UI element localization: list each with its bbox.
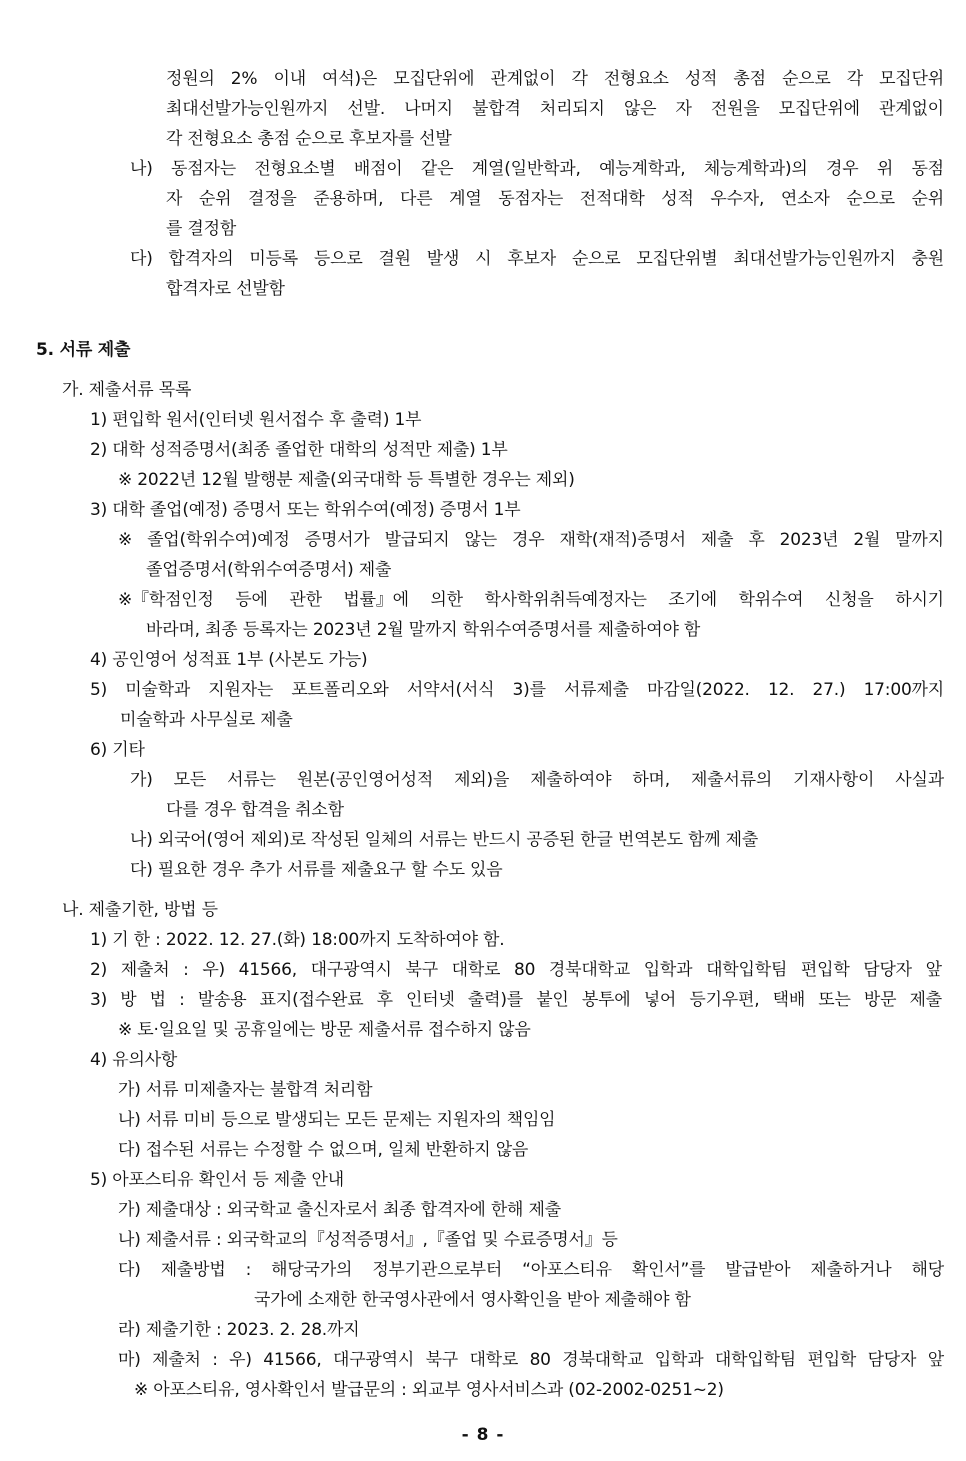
word: 하며,: [632, 770, 670, 790]
text-line: 4) 공인영어 성적표 1부 (사본도 가능): [90, 650, 368, 670]
text-line: 5) 아포스티유 확인서 등 제출 안내: [90, 1170, 344, 1190]
text-line: [90, 985, 942, 1015]
word: 우): [202, 960, 225, 980]
word: 결정을: [247, 189, 297, 209]
word: 모집단위: [879, 69, 944, 89]
text-line: ※ 아포스티유, 영사확인서 발급문의 : 외교부 영사서비스과 (02-2002-0251~2): [134, 1380, 724, 1400]
word: 3): [90, 990, 108, 1010]
word: 계열: [449, 189, 482, 209]
text-line: [130, 244, 944, 274]
word: 시: [475, 249, 492, 269]
word: 인터넷: [406, 990, 455, 1010]
word: 신청을: [824, 590, 874, 610]
word: 서류는: [227, 770, 276, 790]
word: 법률』에: [343, 590, 409, 610]
word: 연소자: [780, 189, 830, 209]
word: 대구광역시: [333, 1350, 415, 1370]
word: 마): [118, 1350, 141, 1370]
text-line: [118, 1345, 944, 1375]
word: 모집단위에: [393, 69, 475, 89]
word: 방: [120, 990, 137, 1010]
word: 말까지: [895, 530, 944, 550]
word: 정부기관으로부터: [372, 1260, 503, 1280]
word: 여석)은: [322, 69, 378, 89]
text-line: [118, 585, 944, 615]
text-line: 1) 편입학 원서(인터넷 원서접수 후 출력) 1부: [90, 410, 422, 430]
word: 2): [90, 960, 108, 980]
word: 동점자는: [498, 189, 564, 209]
text-line: 다) 접수된 서류는 수정할 수 없으며, 일체 반환하지 않음: [118, 1140, 529, 1160]
word: 동점자는: [171, 159, 236, 179]
word: 다른: [400, 189, 433, 209]
word: 체능계학과)의: [703, 159, 808, 179]
word: 재학(재적)증명서: [559, 530, 686, 550]
word: 순위: [198, 189, 232, 209]
word: 원본(공인영어성적: [296, 770, 434, 790]
text-line: 를 결정함: [166, 219, 237, 239]
word: 표지(접수완료: [259, 990, 364, 1010]
word: 동점: [911, 159, 944, 179]
word: 결원: [378, 249, 411, 269]
word: 발생: [426, 249, 460, 269]
word: 택배: [772, 990, 806, 1010]
word: 붙인: [536, 990, 569, 1010]
word: 방문: [863, 990, 897, 1010]
word: 다): [130, 249, 153, 269]
word: 80: [513, 960, 536, 980]
text-line: 6) 기타: [90, 740, 145, 760]
word: 북구: [405, 960, 438, 980]
word: 다): [118, 1260, 141, 1280]
word: 제출: [700, 530, 734, 550]
word: 경우: [825, 159, 859, 179]
word: 최대선발가능인원까지: [166, 99, 329, 119]
word: 대학입학팀: [706, 960, 788, 980]
word: 제출방법: [160, 1260, 226, 1280]
text-line: ※ 토·일요일 및 공휴일에는 방문 제출서류 접수하지 않음: [118, 1020, 531, 1040]
word: 이내: [273, 69, 306, 89]
word: 졸업(학위수여)예정: [147, 530, 290, 550]
word: 미술학과: [125, 680, 191, 700]
word: 사실과: [895, 770, 944, 790]
word: 위: [876, 159, 894, 179]
word: 서류제출: [563, 680, 629, 700]
word: 3)를: [512, 680, 546, 700]
word: “아포스티유: [522, 1260, 612, 1280]
word: 자: [166, 189, 183, 209]
word: 순으로: [571, 249, 621, 269]
word: 제출처: [152, 1350, 201, 1370]
text-line: [130, 154, 944, 184]
word: 성적: [684, 69, 718, 89]
word: 제출서류의: [691, 770, 773, 790]
text-line: [90, 675, 944, 705]
word: 우): [229, 1350, 252, 1370]
word: 41566,: [263, 1350, 322, 1370]
word: 모든: [173, 770, 207, 790]
word: 후: [748, 530, 765, 550]
word: 총점: [733, 69, 766, 89]
word: 넣어: [643, 990, 677, 1010]
word: 대학입학팀: [714, 1350, 797, 1370]
word: 포트폴리오와: [291, 680, 389, 700]
text-line: 나) 외국어(영어 제외)로 작성된 일체의 서류는 반드시 공증된 한글 번역본도 함께 제출: [130, 830, 759, 850]
text-line: 나. 제출기한, 방법 등: [62, 900, 218, 920]
word: 제출하여야: [530, 770, 612, 790]
word: 출력)를: [467, 990, 524, 1010]
word: 미등록: [249, 249, 298, 269]
word: :: [183, 960, 189, 980]
word: 또는: [818, 990, 851, 1010]
word: 학위수여: [738, 590, 804, 610]
word: 각: [846, 69, 863, 89]
text-line: 미술학과 사무실로 제출: [120, 710, 293, 730]
word: 등에: [235, 590, 268, 610]
text-line: 3) 대학 졸업(예정) 증명서 또는 학위수여(예정) 증명서 1부: [90, 500, 521, 520]
word: 마감일(2022.: [647, 680, 750, 700]
word: 17:00까지: [863, 680, 944, 700]
text-line: [166, 184, 944, 214]
word: 전형요소별: [254, 159, 336, 179]
word: 모집단위별: [636, 249, 718, 269]
text-line: 바라며, 최종 등록자는 2023년 2월 말까지 학위수여증명서를 제출하여야 함: [146, 620, 701, 640]
text-line: 가) 서류 미제출자는 불합격 처리함: [118, 1080, 373, 1100]
text-line: 2) 대학 성적증명서(최종 졸업한 대학의 성적만 제출) 1부: [90, 440, 508, 460]
word: :: [212, 1350, 218, 1370]
word: 해당국가의: [271, 1260, 353, 1280]
word: 담당자: [867, 1350, 917, 1370]
text-line: 합격자로 선발함: [166, 279, 285, 299]
word: 12.: [767, 680, 795, 700]
word: 확인서”를: [631, 1260, 706, 1280]
word: 가): [130, 770, 153, 790]
text-line: [90, 955, 942, 985]
text-line: 1) 기 한 : 2022. 12. 27.(화) 18:00까지 도착하여야 함.: [90, 930, 505, 950]
word: 모집단위에: [778, 99, 860, 119]
word: 지원자는: [208, 680, 274, 700]
text-line: 나) 서류 미비 등으로 발생되는 모든 문제는 지원자의 책임임: [118, 1110, 556, 1130]
word: 2%: [230, 69, 258, 89]
text-line: [166, 94, 944, 124]
word: 관한: [289, 590, 322, 610]
word: 27.): [812, 680, 846, 700]
word: 선발.: [347, 99, 386, 119]
word: 합격자의: [168, 249, 234, 269]
word: 발급되지: [384, 530, 450, 550]
word: 순으로: [846, 189, 895, 209]
word: 대학로: [451, 960, 501, 980]
word: 관계없이: [879, 99, 944, 119]
word: 기재사항이: [793, 770, 875, 790]
word: 서약서(서식: [406, 680, 495, 700]
word: 각: [571, 69, 588, 89]
word: 않는: [464, 530, 497, 550]
word: 전원을: [710, 99, 760, 119]
word: 배점이: [353, 159, 403, 179]
word: 나): [130, 159, 153, 179]
text-line: [118, 525, 944, 555]
word: 준용하며,: [313, 189, 384, 209]
text-line: 나) 제출서류 : 외국학교의『성적증명서』,『졸업 및 수료증명서』등: [118, 1230, 618, 1250]
word: 등기우편,: [689, 990, 760, 1010]
word: 제외)을: [454, 770, 510, 790]
text-line: 다를 경우 합격을 취소함: [166, 800, 344, 820]
text-line: 가) 제출대상 : 외국학교 출신자로서 최종 합격자에 한해 제출: [118, 1200, 561, 1220]
word: 등으로: [313, 249, 363, 269]
word: 같은: [420, 159, 454, 179]
word: 충원: [911, 249, 944, 269]
word: 2023년: [779, 530, 839, 550]
word: 정원의: [166, 69, 215, 89]
word: 하시기: [895, 590, 944, 610]
word: 5): [90, 680, 108, 700]
word: :: [245, 1260, 252, 1280]
word: 성적: [661, 189, 694, 209]
text-line: 국가에 소재한 한국영사관에서 영사확인을 받아 제출해야 함: [254, 1290, 691, 1310]
word: 제출하거나: [810, 1260, 892, 1280]
word: 담당자: [863, 960, 912, 980]
text-line: 4) 유의사항: [90, 1050, 178, 1070]
word: 후: [376, 990, 393, 1010]
word: 앞: [925, 960, 942, 980]
word: ※『학점인정: [118, 590, 214, 610]
word: 편입학: [807, 1350, 857, 1370]
word: 불합격: [472, 99, 521, 119]
word: 예능계학과,: [599, 159, 686, 179]
text-line: 졸업증명서(학위수여증명서) 제출: [146, 560, 392, 580]
word: 입학과: [643, 960, 693, 980]
word: 자: [675, 99, 692, 119]
text-line: 다) 필요한 경우 추가 서류를 제출요구 할 수도 있음: [130, 860, 503, 880]
text-line: [118, 1255, 944, 1285]
word: 나머지: [404, 99, 453, 119]
text-line: ※ 2022년 12월 발행분 제출(외국대학 등 특별한 경우는 제외): [118, 470, 575, 490]
section-heading: 5. 서류 제출: [36, 340, 131, 360]
word: 경북대학교: [548, 960, 631, 980]
word: 제출: [909, 990, 942, 1010]
word: 앞: [927, 1350, 944, 1370]
word: 의한: [430, 590, 463, 610]
page-number: - 8 -: [461, 1425, 505, 1445]
word: 법: [149, 990, 166, 1010]
word: 80: [529, 1350, 551, 1370]
word: 대구광역시: [310, 960, 392, 980]
word: 봉투에: [581, 990, 631, 1010]
text-line: 라) 제출기한 : 2023. 2. 28.까지: [118, 1320, 360, 1340]
word: 조기에: [668, 590, 717, 610]
word: 전적대학: [579, 189, 645, 209]
word: 경북대학교: [562, 1350, 644, 1370]
word: 해당: [911, 1260, 944, 1280]
word: 발송용: [197, 990, 247, 1010]
word: 학사학위취득예정자는: [484, 590, 647, 610]
word: 41566,: [238, 960, 297, 980]
word: :: [179, 990, 185, 1010]
text-line: [130, 765, 944, 795]
word: 발급받아: [725, 1260, 791, 1280]
word: 관계없이: [490, 69, 556, 89]
word: 후보자: [507, 249, 556, 269]
word: 전형요소: [603, 69, 669, 89]
word: 최대선발가능인원까지: [733, 249, 896, 269]
word: 제출처: [120, 960, 170, 980]
word: 순으로: [781, 69, 831, 89]
text-line: 가. 제출서류 목록: [62, 380, 192, 400]
word: 2월: [853, 530, 881, 550]
word: 처리되지: [539, 99, 605, 119]
text-line: [166, 64, 944, 94]
word: 입학과: [654, 1350, 704, 1370]
word: 북구: [425, 1350, 459, 1370]
text-line: 각 전형요소 총점 순으로 후보자를 선발: [166, 129, 452, 149]
word: 순위: [911, 189, 944, 209]
word: 경우: [512, 530, 545, 550]
word: 편입학: [800, 960, 850, 980]
word: 증명서가: [304, 530, 370, 550]
word: 않은: [623, 99, 657, 119]
word: 대학로: [469, 1350, 519, 1370]
word: 계열(일반학과,: [471, 159, 581, 179]
word: ※: [118, 530, 133, 550]
word: 우수자,: [710, 189, 765, 209]
